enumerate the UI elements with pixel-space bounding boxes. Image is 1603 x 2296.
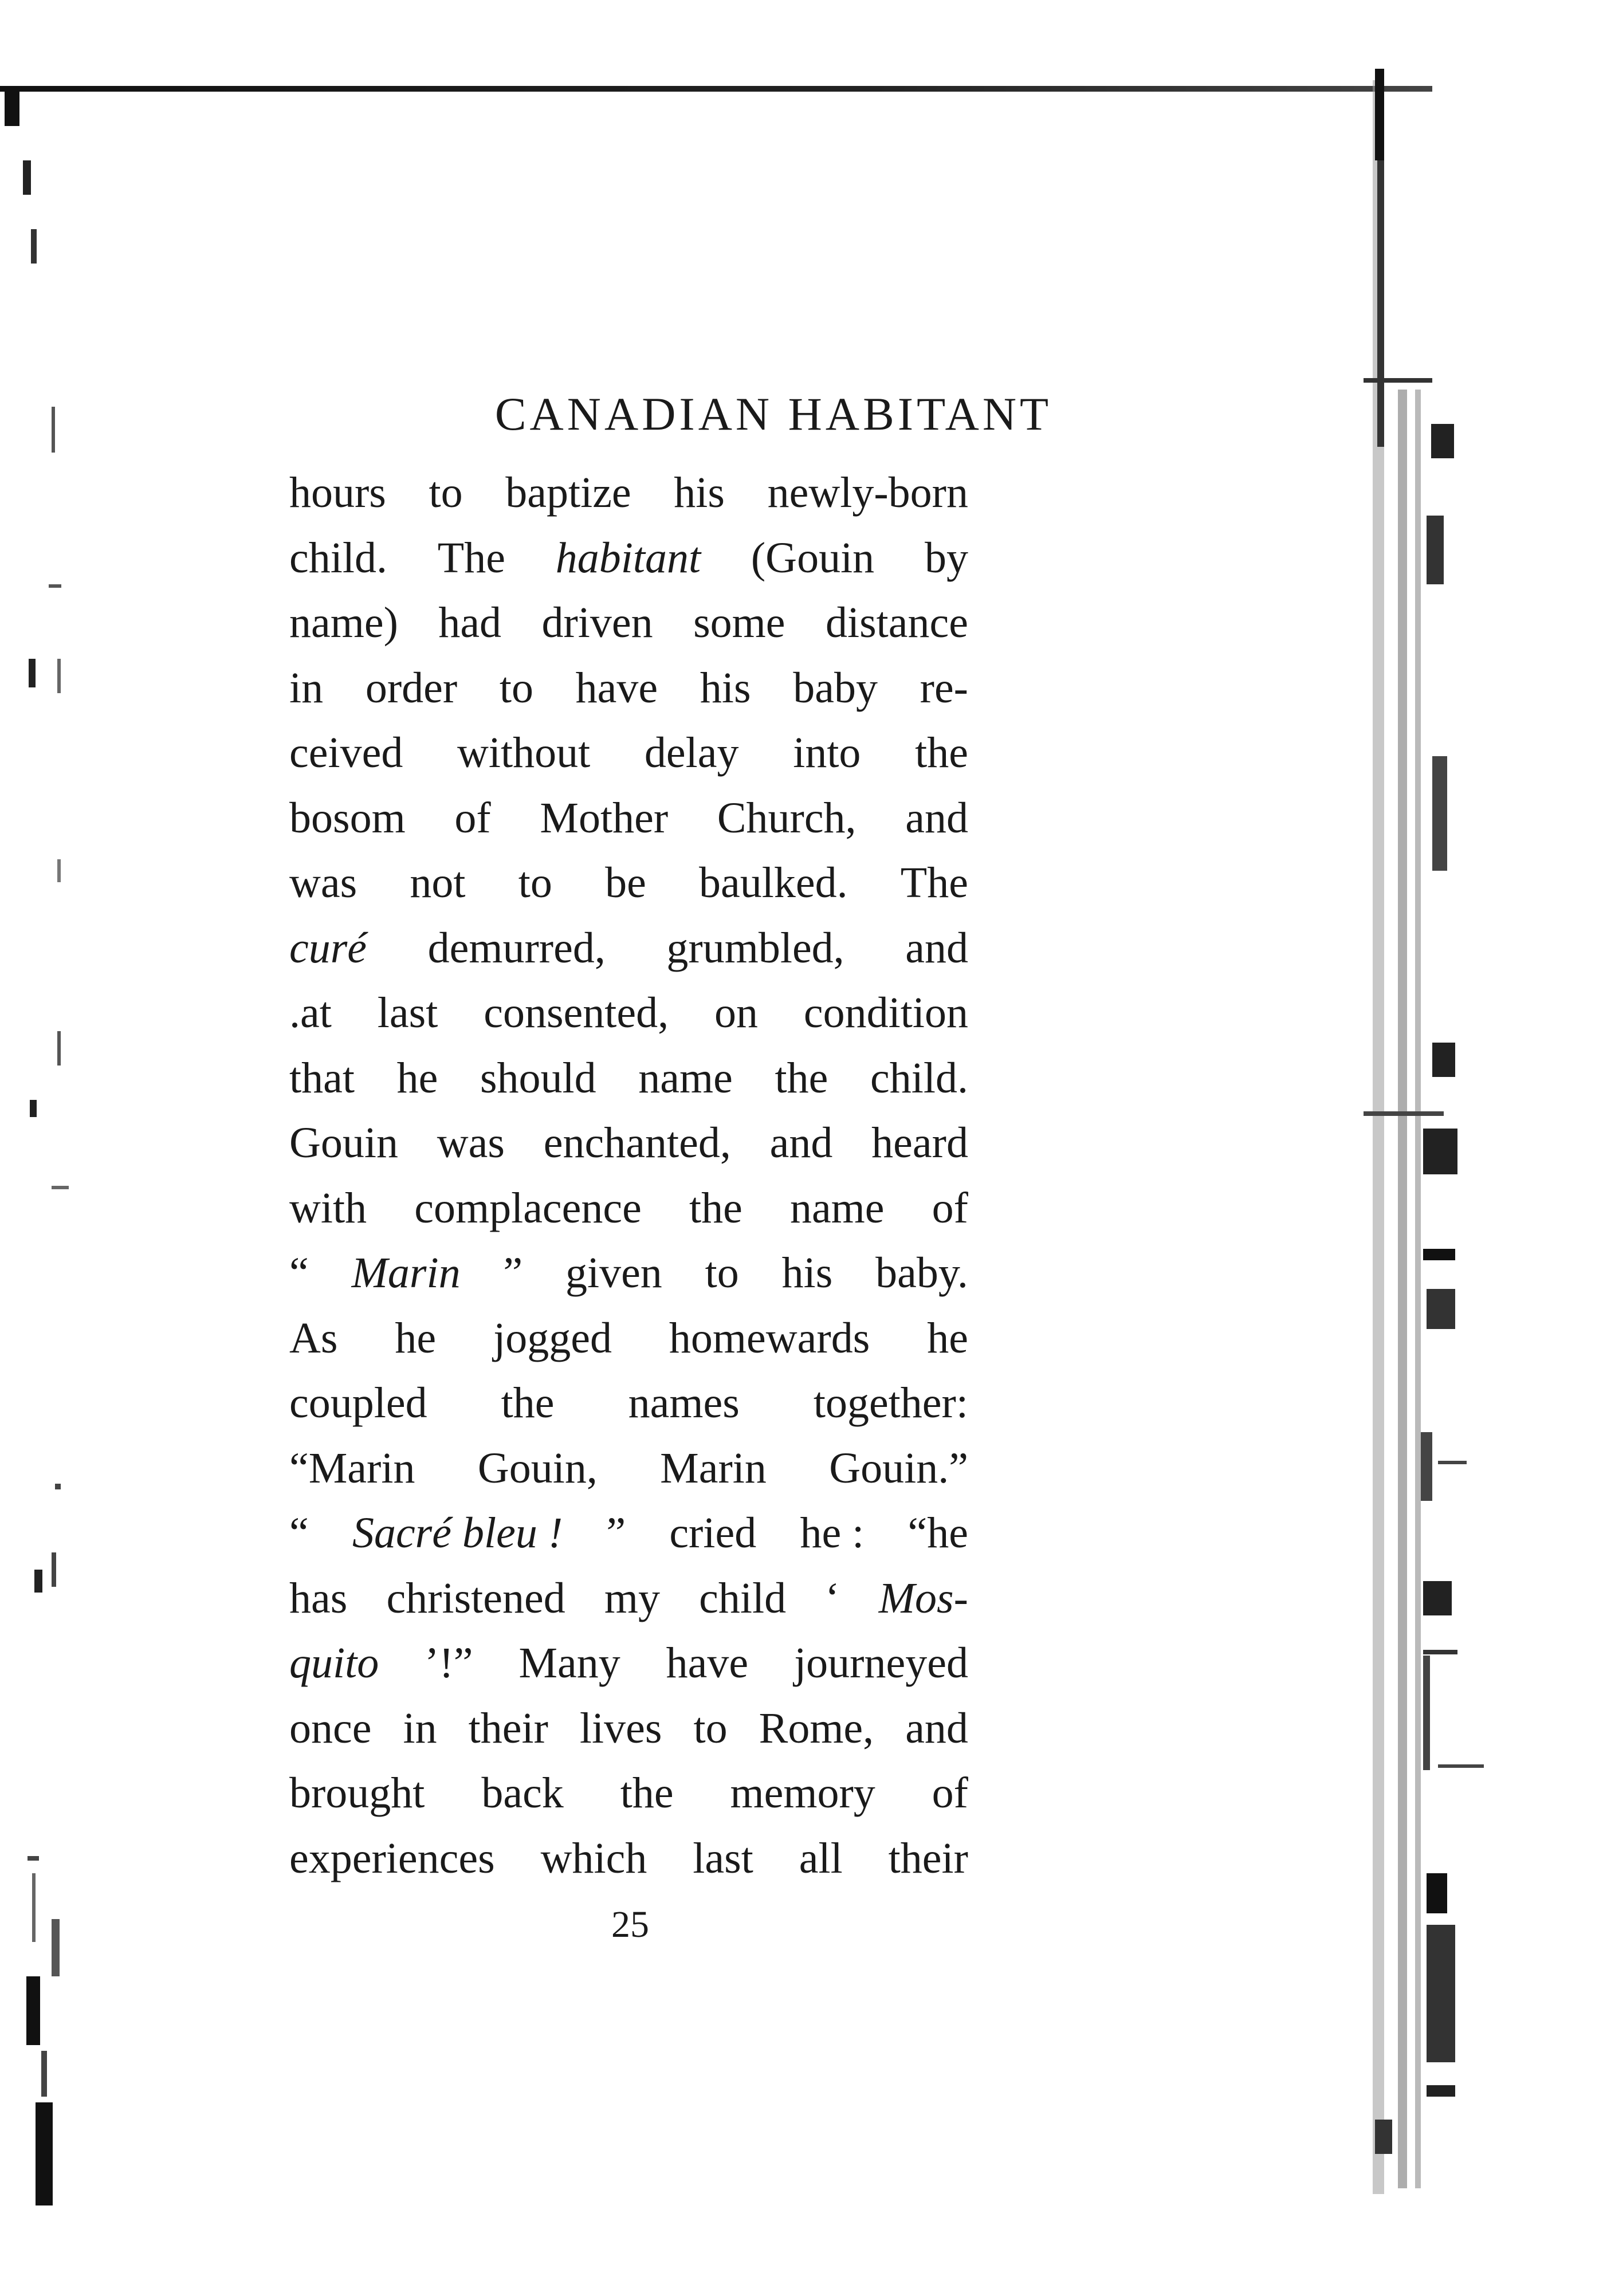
word: some (693, 599, 785, 647)
word: his (781, 1249, 833, 1297)
word: that (289, 1053, 355, 1102)
word: The (900, 859, 968, 907)
word: into (793, 729, 861, 777)
word: last (693, 1834, 753, 1882)
scan-right-edge-artifacts (1364, 69, 1512, 2200)
word: have (666, 1639, 749, 1687)
word: he (927, 1314, 968, 1362)
word: name) (289, 599, 398, 647)
word: cried (669, 1509, 757, 1557)
word: The (437, 533, 505, 582)
text-line (289, 591, 968, 656)
italic-word: curé (289, 923, 367, 972)
italic-word: habitant (555, 533, 701, 582)
word: baby (793, 663, 878, 712)
word: to (499, 663, 533, 712)
word: name (638, 1053, 733, 1102)
word: Church, (717, 793, 856, 842)
word: ceived (289, 729, 403, 777)
word: ” (503, 1249, 523, 1297)
word: demurred, (427, 923, 606, 972)
word: Gouin, (477, 1444, 598, 1492)
word: Rome, (759, 1704, 874, 1752)
word: lives (579, 1704, 662, 1752)
word: the (915, 729, 968, 777)
word: the (620, 1769, 674, 1817)
word: christened (386, 1574, 565, 1622)
italic-word: quito (289, 1639, 379, 1687)
word: baptize (505, 469, 631, 517)
word: “ (289, 1509, 309, 1557)
text-line (289, 1501, 968, 1566)
text-line (289, 1826, 968, 1892)
word: homewards (669, 1314, 870, 1362)
italic-word: Mos- (878, 1574, 968, 1622)
word: memory (730, 1769, 875, 1817)
text-line (289, 1761, 968, 1826)
word: not (410, 859, 466, 907)
word: Gouin.” (829, 1444, 968, 1492)
word: grumbled, (666, 923, 844, 972)
text-line (289, 981, 968, 1046)
text-line (289, 1111, 968, 1176)
word: with (289, 1184, 367, 1232)
page-number: 25 (611, 1904, 649, 1945)
text-line (289, 1631, 968, 1696)
word: which (540, 1834, 647, 1882)
word: “he (907, 1509, 968, 1557)
word: Many (518, 1639, 620, 1687)
word: and (905, 793, 968, 842)
text-line (289, 1046, 968, 1111)
word: coupled (289, 1379, 427, 1427)
word: driven (541, 599, 653, 647)
word: brought (289, 1769, 425, 1817)
text-line (289, 1306, 968, 1371)
word: to (429, 469, 463, 517)
word: their (888, 1834, 968, 1882)
word: last (377, 989, 438, 1037)
word: consented, (484, 989, 669, 1037)
word: the (501, 1379, 555, 1427)
text-line (289, 786, 968, 851)
word: baby. (875, 1249, 968, 1297)
word: bosom (289, 793, 406, 842)
text-line (289, 1176, 968, 1241)
word: by (924, 533, 968, 582)
word: jogged (493, 1314, 612, 1362)
text-line (289, 1436, 968, 1501)
word: once (289, 1704, 372, 1752)
word: distance (825, 599, 968, 647)
text-line (289, 1371, 968, 1436)
word: newly-born (767, 469, 968, 517)
word: “Marin (289, 1444, 415, 1492)
word: “ (289, 1249, 309, 1297)
word: all (799, 1834, 843, 1882)
text-line (289, 851, 968, 916)
text-line (289, 721, 968, 786)
word: experiences (289, 1834, 495, 1882)
word: ” (606, 1509, 626, 1557)
word: name (789, 1184, 885, 1232)
word: back (481, 1769, 564, 1817)
running-head: CANADIAN HABITANT (494, 388, 1052, 440)
word: As (289, 1314, 338, 1362)
word: without (457, 729, 591, 777)
word: (Gouin (751, 533, 875, 582)
scan-top-rule (0, 86, 1432, 92)
word: their (468, 1704, 548, 1752)
text-line (289, 1566, 968, 1631)
word: enchanted, (543, 1119, 731, 1167)
word: he : (800, 1509, 865, 1557)
word: heard (871, 1119, 968, 1167)
word: ’!” (425, 1639, 473, 1687)
word: ‘ (825, 1574, 840, 1622)
word: hours (289, 469, 386, 517)
word: and (769, 1119, 833, 1167)
word: to (518, 859, 552, 907)
text-line (289, 916, 968, 981)
word: Mother (540, 793, 669, 842)
text-line (289, 656, 968, 721)
word: his (700, 663, 751, 712)
word: names (628, 1379, 740, 1427)
text-line (289, 1241, 968, 1306)
italic-word: Sacré bleu ! (352, 1509, 563, 1557)
word: of (454, 793, 491, 842)
word: the (775, 1053, 828, 1102)
word: he (396, 1053, 438, 1102)
word: be (605, 859, 646, 907)
word: Gouin (289, 1119, 398, 1167)
word: child. (289, 533, 387, 582)
word: of (932, 1184, 968, 1232)
word: baulked. (699, 859, 848, 907)
italic-word: Marin (351, 1249, 461, 1297)
word: the (689, 1184, 742, 1232)
word: was (289, 859, 357, 907)
word: has (289, 1574, 348, 1622)
word: to (705, 1249, 739, 1297)
text-line (289, 1696, 968, 1762)
word: order (365, 663, 458, 712)
text-line (289, 526, 968, 591)
word: re- (920, 663, 968, 712)
text-line (289, 461, 968, 526)
word: in (403, 1704, 437, 1752)
word: given (565, 1249, 662, 1297)
body-text (289, 461, 968, 1891)
word: in (289, 663, 324, 712)
scan-left-edge-artifacts (0, 86, 80, 2205)
word: to (693, 1704, 728, 1752)
word: together: (813, 1379, 968, 1427)
word: his (674, 469, 725, 517)
word: condition (803, 989, 968, 1037)
word: on (714, 989, 759, 1037)
word: Marin (660, 1444, 767, 1492)
word: .at (289, 989, 332, 1037)
word: journeyed (794, 1639, 968, 1687)
word: and (905, 1704, 968, 1752)
word: had (438, 599, 502, 647)
word: have (575, 663, 658, 712)
word: child. (870, 1053, 968, 1102)
word: complacence (414, 1184, 642, 1232)
word: was (437, 1119, 505, 1167)
word: he (395, 1314, 437, 1362)
word: my (604, 1574, 661, 1622)
word: of (932, 1769, 968, 1817)
word: delay (644, 729, 739, 777)
word: should (480, 1053, 596, 1102)
word: child (699, 1574, 787, 1622)
word: and (905, 923, 968, 972)
